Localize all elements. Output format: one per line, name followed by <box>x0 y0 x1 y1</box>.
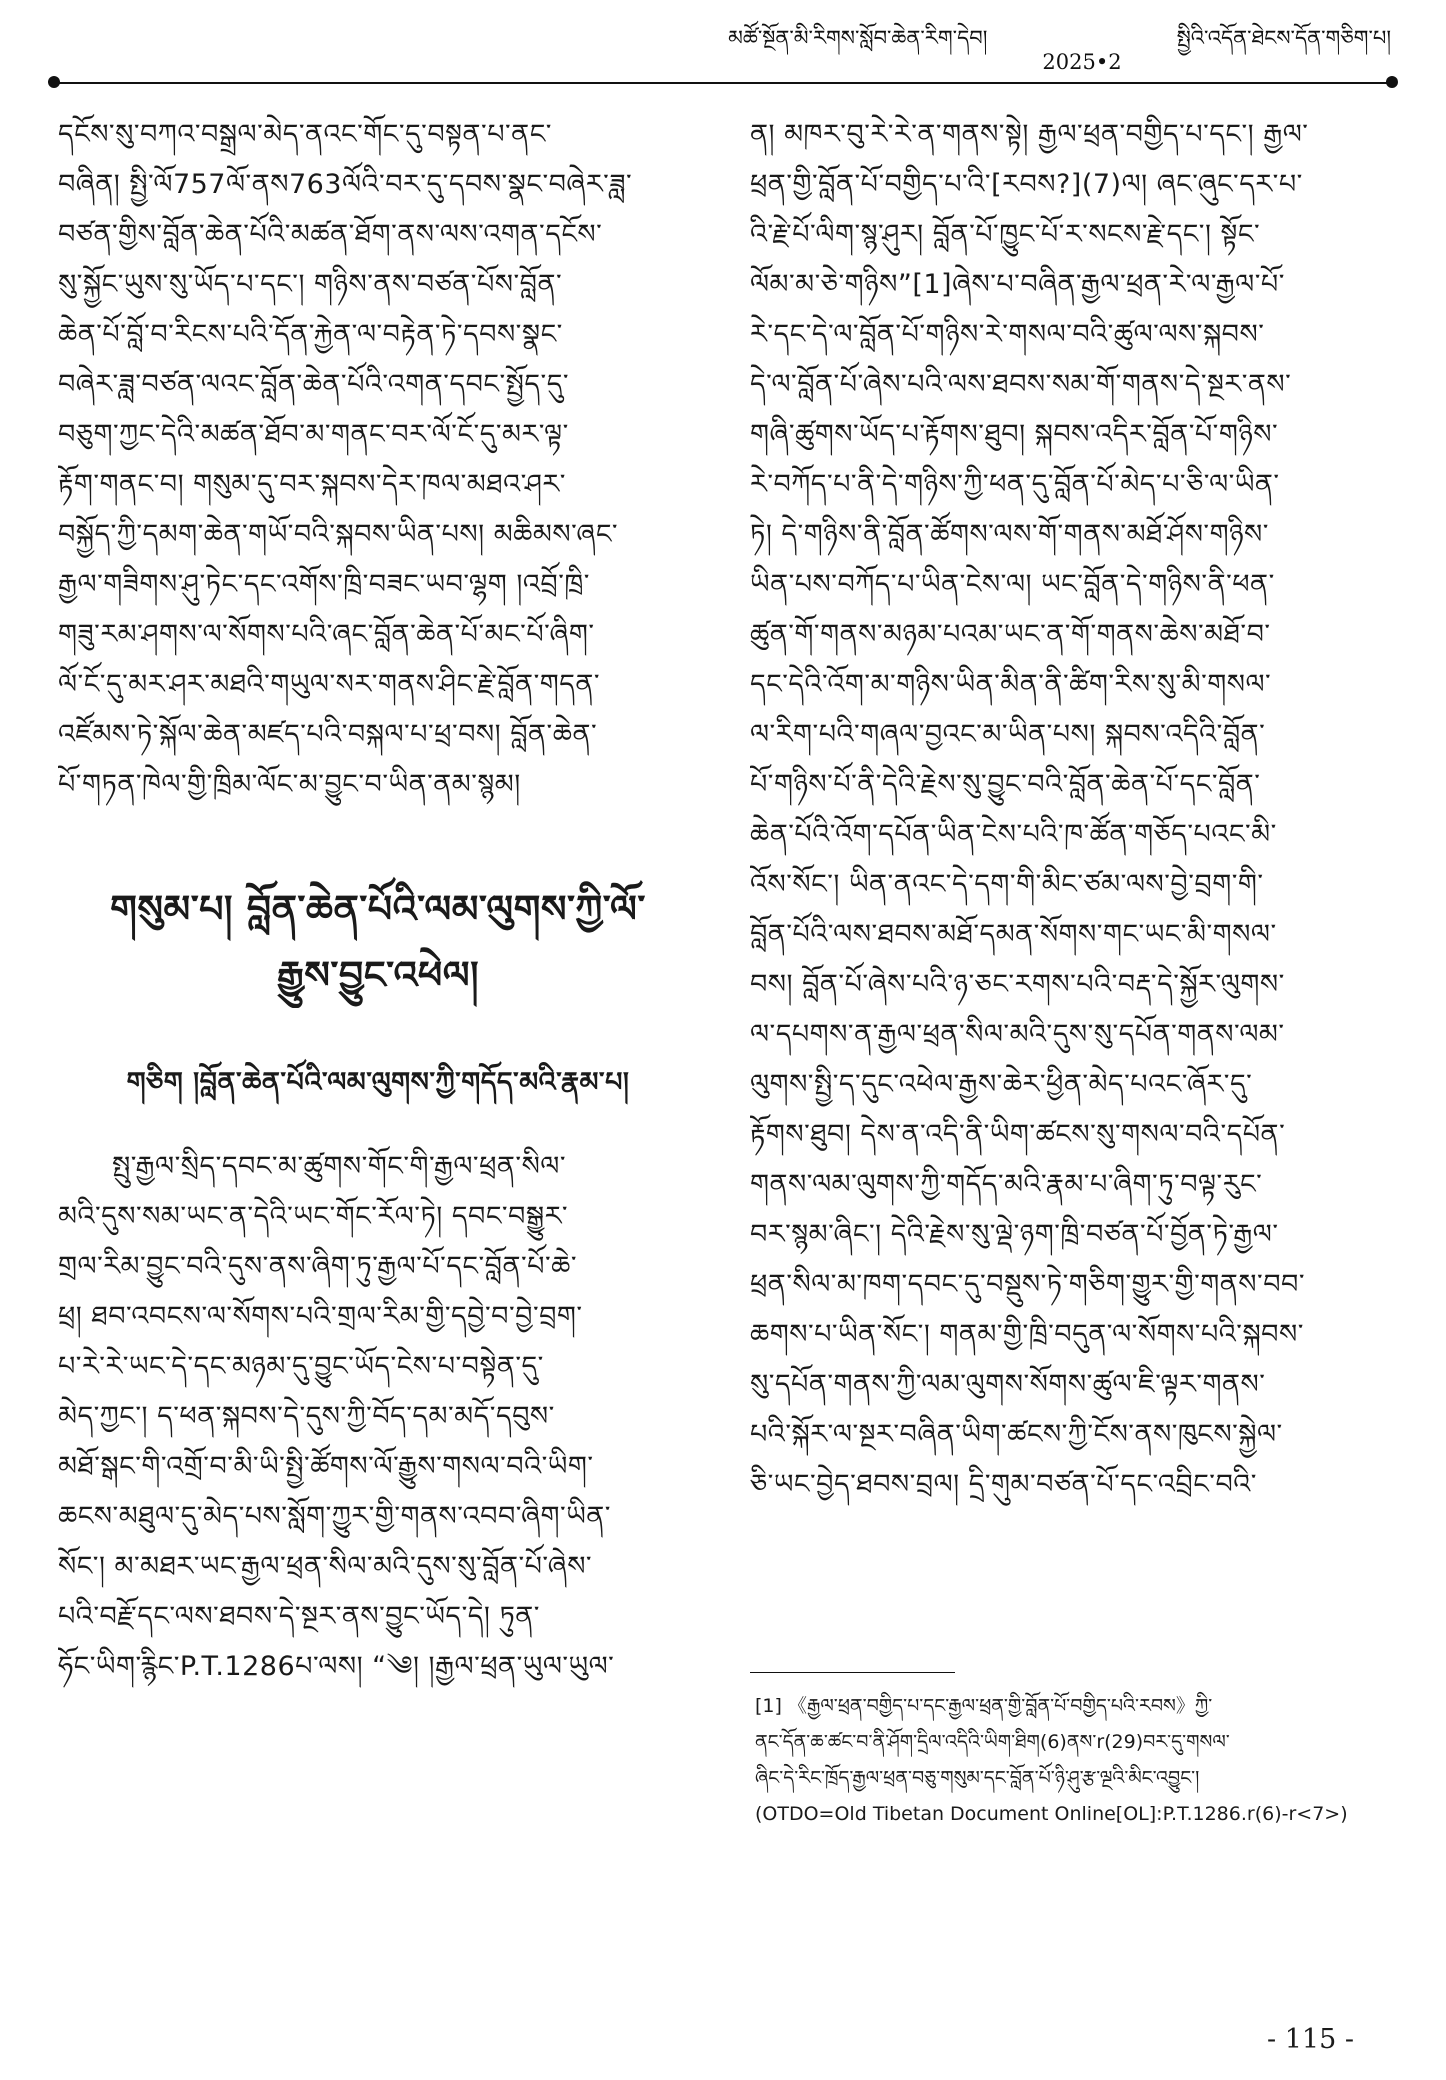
header-rule-dot-left <box>48 76 60 88</box>
text-line: བསྐྱོད་ཀྱི་དམག་ཆེན་གཡོ་བའི་སྐབས་ཡིན་པས། མཆིམས་ཞང་ <box>58 519 619 550</box>
text-line: ལ་རིག་པའི་གཞལ་བྱའང་མ་ཡིན་པས། སྐབས་འདིའི་བློན་ <box>750 719 1266 750</box>
text-line: འཛོམས་ཏེ་སྐོལ་ཆེན་མཛད་པའི་བསྐལ་པ་ཕྲ་བས། བློན་ཆེན་ <box>58 719 598 750</box>
text-line: རྟོག་གནང་བ། གསུམ་དུ་བར་སྐབས་དེར་ཁལ་མཐའ་ཤར་ <box>58 469 566 500</box>
text-line: ཞིང་དེ་རིང་ཁྲོད་རྒྱལ་ཕྲན་བཅུ་གསུམ་དང་བློན་པོ་ཉི་ཤུ་རྩ་ལྔའི་མིང་འབྱུང་། <box>755 1767 1200 1789</box>
text-line: པོ་གཉིས་པོ་ནི་དེའི་རྗེས་སུ་བྱུང་བའི་བློན་ཆེན་པོ་དང་བློན་ <box>750 769 1261 800</box>
text-line: བར་སྙམ་ཞིང་། དེའི་རྗེས་སུ་ལྡེ་ཉག་ཁྲི་བཙན་པོ་བྱོན་ཏེ་རྒྱལ་ <box>750 1219 1279 1250</box>
text-line: བཙན་གྱིས་བློན་ཆེན་པོའི་མཚན་ཐོག་ནས་ལས་འགན་དངོས་ <box>58 219 603 250</box>
section-heading <box>58 876 698 1008</box>
text-line: ཧོང་ཡིག་རྙིང་P.T.1286པ་ལས། “༄། །རྒྱལ་ཕྲན་ཡུལ་ཡུལ་ <box>58 1651 615 1682</box>
text-line: མའི་དུས་སམ་ཡང་ན་དེའི་ཡང་གོང་རོལ་ཏེ། དབང་བསྒྱུར་ <box>58 1201 569 1232</box>
header-rule <box>52 82 1394 84</box>
text-line: འི་རྗེ་པོ་ལིག་སྙ་ཤུར། བློན་པོ་ཁྱུང་པོ་ར་སངས་རྗེ་དང་། སྟོང་ <box>750 219 1261 250</box>
text-line: མེད་ཀྱང་། ད་ཕན་སྐབས་དེ་དུས་ཀྱི་བོད་དམ་མདོ་དབུས་ <box>58 1401 555 1432</box>
text-line: རེ་བཀོད་པ་ནི་དེ་གཉིས་ཀྱི་ཕན་དུ་བློན་པོ་མེད་པ་ཅི་ལ་ཡིན་ <box>750 469 1280 500</box>
text-line: ཏེ། དེ་གཉིས་ནི་བློན་ཚོགས་ལས་གོ་གནས་མཐོ་ཤོས་གཉིས་ <box>750 519 1269 550</box>
left-column <box>58 110 698 1692</box>
paragraph <box>750 110 1390 1510</box>
text-line: ཚུན་གོ་གནས་མཉམ་པའམ་ཡང་ན་གོ་གནས་ཆེས་མཐོ་བ་ <box>750 619 1271 650</box>
paragraph <box>58 1142 698 1692</box>
text-line: ལོ་ངོ་དུ་མར་ཤར་མཐའི་གཡུལ་སར་གནས་ཤིང་རྗེ་བློན་གདན་ <box>58 669 601 700</box>
text-line: བས། བློན་པོ་ཞེས་པའི་ཉ་ཅང་རགས་པའི་བརྡ་དེ་སྐྱོར་ལུགས་ <box>750 969 1285 1000</box>
text-line: དངོས་སུ་བཀའ་བསྒྲལ་མེད་ནའང་གོང་དུ་བསྟན་པ་ནང་ <box>58 119 552 150</box>
text-line: སུ་སྐྱོང་ཡུས་སུ་ཡོད་པ་དང་། གཉིས་ནས་བཙན་པོས་བློན་ <box>58 269 563 300</box>
text-line: ཆངས་མཐུལ་དུ་མེད་པས་སློག་ཀྱུར་གྱི་གནས་འབབ་ཞིག་ཡིན་ <box>58 1501 611 1532</box>
text-line: རྟོགས་ཐུབ། དེས་ན་འདི་ནི་ཡིག་ཚངས་སུ་གསལ་བའི་དཔོན་ <box>750 1119 1286 1150</box>
text-line: (OTDO=Old Tibetan Document Online[OL]:P.T.1286.r(6)-r<7>) <box>755 1803 1348 1825</box>
text-line: སྤུ་རྒྱལ་སྲིད་དབང་མ་ཚུགས་གོང་གི་རྒྱལ་ཕྲན་སིལ་ <box>112 1151 567 1182</box>
paragraph <box>58 110 698 810</box>
text-line: ཕྲན་གྱི་བློན་པོ་བགྱིད་པ་འི་[རབས?](7)ལ། ཞང་ཞུང་དར་པ་ <box>750 169 1303 200</box>
text-line: སོང་། མ་མཐར་ཡང་རྒྱལ་ཕྲན་སིལ་མའི་དུས་སུ་བློན་པོ་ཞེས་ <box>58 1551 593 1582</box>
header-rule-dot-right <box>1386 76 1398 88</box>
heading-line: གསུམ་པ། བློན་ཆེན་པོའི་ལམ་ལུགས་ཀྱི་ལོ་ <box>110 887 646 931</box>
heading-line: རྒྱུས་བྱུང་འཕེལ། <box>276 953 480 997</box>
text-line: པ་རེ་རེ་ཡང་དེ་དང་མཉམ་དུ་བྱུང་ཡོད་ངེས་པ་བསྟེན་དུ་ <box>58 1351 544 1382</box>
journal-title: མཚོ་སྔོན་མི་རིགས་སློབ་ཆེན་རིག་དེབ། <box>728 26 988 50</box>
text-line: ཆེན་པོའི་འོག་དཔོན་ཡིན་ངེས་པའི་ཁ་ཚོན་གཅོད་པའང་མི་ <box>750 819 1277 850</box>
text-line: ཆེན་པོ་བློ་བ་རིངས་པའི་དོན་རྐྱེན་ལ་བརྟེན་ཏེ་དབས་སྣང་ <box>58 319 563 350</box>
text-line: པའི་སྐོར་ལ་སྔར་བཞིན་ཡིག་ཚངས་ཀྱི་ངོས་ནས་ཁུངས་སྐྱེལ་ <box>750 1419 1283 1450</box>
text-line: འོས་སོང་། ཡིན་ནའང་དེ་དག་གི་མིང་ཙམ་ལས་བྱེ་བྲག་གི་ <box>750 869 1264 900</box>
text-line: བཞིན། སྤྱི་ལོ757ལོ་ནས763ལོའི་བར་དུ་དབས་སྣང་བཞེར་ཟླ་ <box>58 169 633 200</box>
page-number: - 115 - <box>1267 2024 1354 2055</box>
section-title: སྤྱིའི་འདོན་ཐེངས་དོན་གཅིག་པ། <box>1176 26 1391 50</box>
text-line: ཆགས་པ་ཡིན་སོང་། གནམ་གྱི་ཁྲི་བདུན་ལ་སོགས་པའི་སྐབས་ <box>750 1319 1304 1350</box>
text-line: རེ་དང་དེ་ལ་བློན་པོ་གཉིས་རེ་གསལ་བའི་ཚུལ་ལས་སྐབས་ <box>750 319 1265 350</box>
text-line: སུ་དཔོན་གནས་ཀྱི་ལམ་ལུགས་སོགས་ཚུལ་ཇི་ལྟར་གནས་ <box>750 1369 1266 1400</box>
text-line: གཞི་ཚུགས་ཡོད་པ་རྟོགས་ཐུབ། སྐབས་འདིར་བློན་པོ་གཉིས་ <box>750 419 1279 450</box>
text-line: དང་དེའི་འོག་མ་གཉིས་ཡིན་མིན་ནི་ཚིག་རིས་སུ་མི་གསལ་ <box>750 669 1272 700</box>
text-line: བཞེར་ཟླ་བཙན་ལའང་བློན་ཆེན་པོའི་འགན་དབང་སྤྱོད་དུ་ <box>58 369 569 400</box>
text-line: ལ་དཔགས་ན་རྒྱལ་ཕྲན་སིལ་མའི་དུས་སུ་དཔོན་གནས་ལམ་ <box>750 1019 1285 1050</box>
right-column <box>750 110 1390 1510</box>
issue-number: 2025•2 <box>1042 50 1122 74</box>
footnote <box>755 1688 1395 1832</box>
text-line: ཕྲ། ཐབ་འབངས་ལ་སོགས་པའི་གྲལ་རིམ་གྱི་དབྱེ་བ་བྱེ་བྲག་ <box>58 1301 583 1332</box>
text-line: རྒྱལ་གཟིགས་ཤུ་ཏེང་དང་འགོས་ཁྲི་བཟང་ཡབ་ལྷག །འབྲོ་ཁྲི་ <box>58 569 590 600</box>
text-line: གཟུ་རམ་ཤགས་ལ་སོགས་པའི་ཞང་བློན་ཆེན་པོ་མང་པོ་ཞིག་ <box>58 619 595 650</box>
text-line: ཡིན་པས་བཀོད་པ་ཡིན་ངེས་ལ། ཡང་བློན་དེ་གཉིས་ནི་ཕན་ <box>750 569 1275 600</box>
text-line: བློན་པོའི་ལས་ཐབས་མཐོ་དམན་སོགས་གང་ཡང་མི་གསལ་ <box>750 919 1277 950</box>
text-line: པའི་བརྗོ་དང་ལས་ཐབས་དེ་སྔར་ནས་བྱུང་ཡོད་དེ། ཏུན་ <box>58 1601 540 1632</box>
text-line: དེ་ལ་བློན་པོ་ཞེས་པའི་ལས་ཐབས་སམ་གོ་གནས་དེ་སྔར་ནས་ <box>750 369 1292 400</box>
text-line: བཅུག་ཀྱང་དེའི་མཚན་ཐོབ་མ་གནང་བར་ལོ་ངོ་དུ་མར་ལྟ་ <box>58 419 569 450</box>
text-line: ལུགས་སྤྱི་ད་དུང་འཕེལ་རྒྱས་ཆེར་ཕྱིན་མེད་པའང་ཞོར་དུ་ <box>750 1069 1253 1100</box>
text-line: པོ་གཏན་ཁེལ་གྱི་ཁྲིམ་ལོང་མ་བྱུང་བ་ཡིན་ནམ་སྙམ། <box>58 769 521 800</box>
footnote-rule <box>750 1672 955 1673</box>
text-line: ནང་དོན་ཆ་ཚང་བ་ནི་ཤོག་དྲིལ་འདིའི་ཡིག་ཐིག(6)ནས་r(29)བར་དུ་གསལ་ <box>755 1731 1230 1753</box>
running-header <box>55 26 1391 74</box>
text-line: གྲལ་རིམ་བྱུང་བའི་དུས་ནས་ཞིག་ཏུ་རྒྱལ་པོ་དང་བློན་པོ་ཆེ་ <box>58 1251 578 1282</box>
text-line: ཅི་ཡང་བྱེད་ཐབས་བྲལ། དྲི་གུམ་བཙན་པོ་དང་འབྲིང་བའི་ <box>750 1469 1257 1500</box>
text-line: གནས་ལམ་ལུགས་ཀྱི་གདོད་མའི་རྣམ་པ་ཞིག་ཏུ་བལྟ་རུང་ <box>750 1169 1263 1200</box>
text-line: ལོམ་མ་ཅེ་གཉིས”[1]ཞེས་པ་བཞིན་རྒྱལ་ཕྲན་རེ་ལ་རྒྱལ་པོ་ <box>750 269 1285 300</box>
text-line: [1] 《རྒྱལ་ཕྲན་བགྱིད་པ་དང་རྒྱལ་ཕྲན་གྱི་བློན་པོ་བགྱིད་པའི་རབས》ཀྱི་ <box>755 1695 1213 1717</box>
subsection-heading: གཅིག །བློན་ཆེན་པོའི་ལམ་ལུགས་ཀྱི་གདོད་མའི་རྣམ་པ། <box>126 1067 630 1098</box>
text-line: ན། མཁར་བུ་རེ་རེ་ན་གནས་སྟེ། རྒྱལ་ཕྲན་བགྱིད་པ་དང་། རྒྱལ་ <box>750 119 1309 150</box>
text-line: ཕྲན་སིལ་མ་ཁག་དབང་དུ་བསྡུས་ཏེ་གཅིག་གྱུར་གྱི་གནས་བབ་ <box>750 1269 1305 1300</box>
text-line: མཐོ་སྒང་གི་འགྲོ་བ་མི་ཡི་སྤྱི་ཚོགས་ལོ་རྒྱུས་གསལ་བའི་ཡིག་ <box>58 1451 594 1482</box>
